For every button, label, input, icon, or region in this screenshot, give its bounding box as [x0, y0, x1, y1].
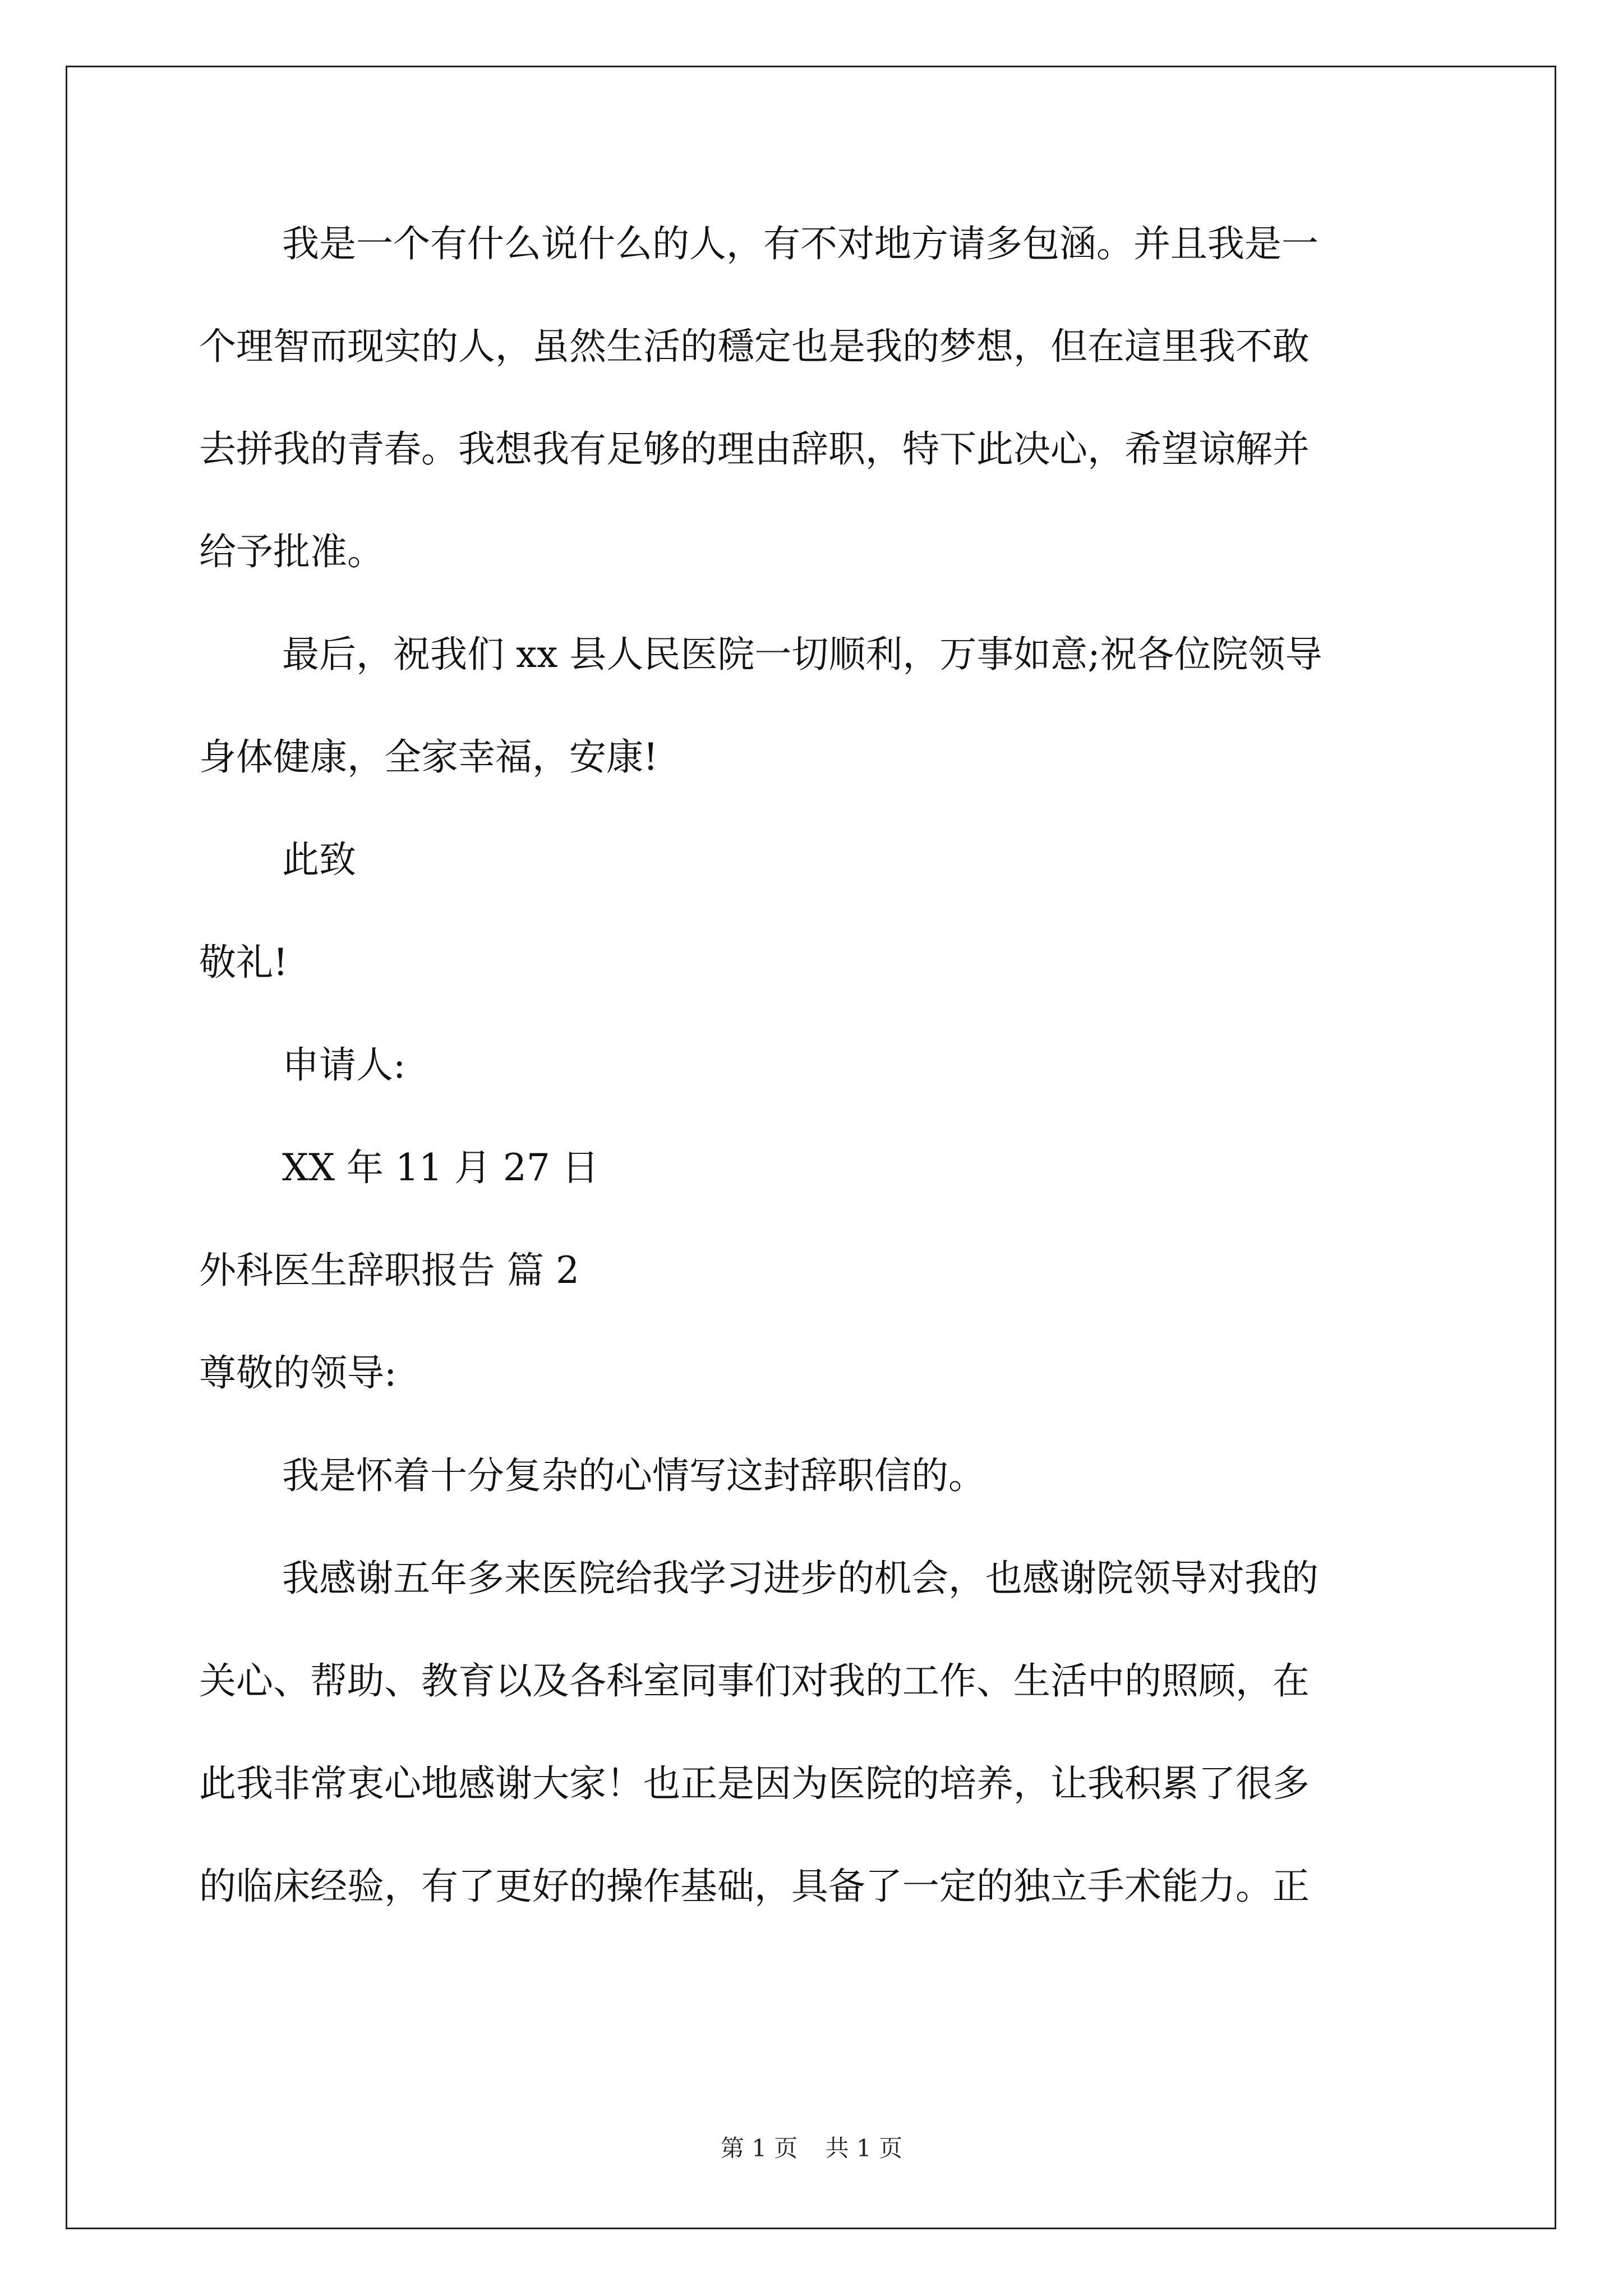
paragraph-line: 我感谢五年多来医院给我学习进步的机会，也感谢院领导对我的: [282, 1557, 1318, 1600]
paragraph-line: 身体健康，全家幸福，安康!: [199, 735, 658, 779]
section-heading: 外科医生辞职报告 篇 2: [199, 1249, 579, 1292]
page-number-total: 共 1 页: [825, 2134, 903, 2162]
closing-regards: 敬礼!: [199, 941, 288, 984]
date-line: XX 年 11 月 27 日: [282, 1146, 599, 1189]
greeting-line: 尊敬的领导:: [199, 1351, 397, 1395]
paragraph-line: 最后，祝我们 xx 县人民医院一切顺利，万事如意;祝各位院领导: [282, 633, 1322, 676]
page-footer: [0, 2132, 1623, 2165]
applicant-label: 申请人:: [282, 1043, 406, 1087]
paragraph-line: 去拼我的青春。我想我有足够的理由辞职，特下此决心，希望谅解并: [199, 427, 1310, 471]
paragraph-line: 此我非常衷心地感谢大家！也正是因为医院的培养，让我积累了很多: [199, 1762, 1310, 1805]
closing-salutation: 此致: [282, 838, 356, 881]
paragraph-line: 关心、帮助、教育以及各科室同事们对我的工作、生活中的照顾，在: [199, 1659, 1310, 1703]
paragraph-line: 的临床经验，有了更好的操作基础，具备了一定的独立手术能力。正: [199, 1865, 1310, 1908]
paragraph-line: 我是怀着十分复杂的心情写这封辞职信的。: [282, 1454, 985, 1497]
paragraph-line: 给予批准。: [199, 530, 384, 573]
paragraph-line: 我是一个有什么说什么的人，有不对地方请多包涵。并且我是一: [282, 222, 1318, 265]
page-number-current: 第 1 页: [720, 2134, 798, 2162]
paragraph-line: 个理智而现实的人，虽然生活的穩定也是我的梦想，但在這里我不敢: [199, 325, 1310, 368]
